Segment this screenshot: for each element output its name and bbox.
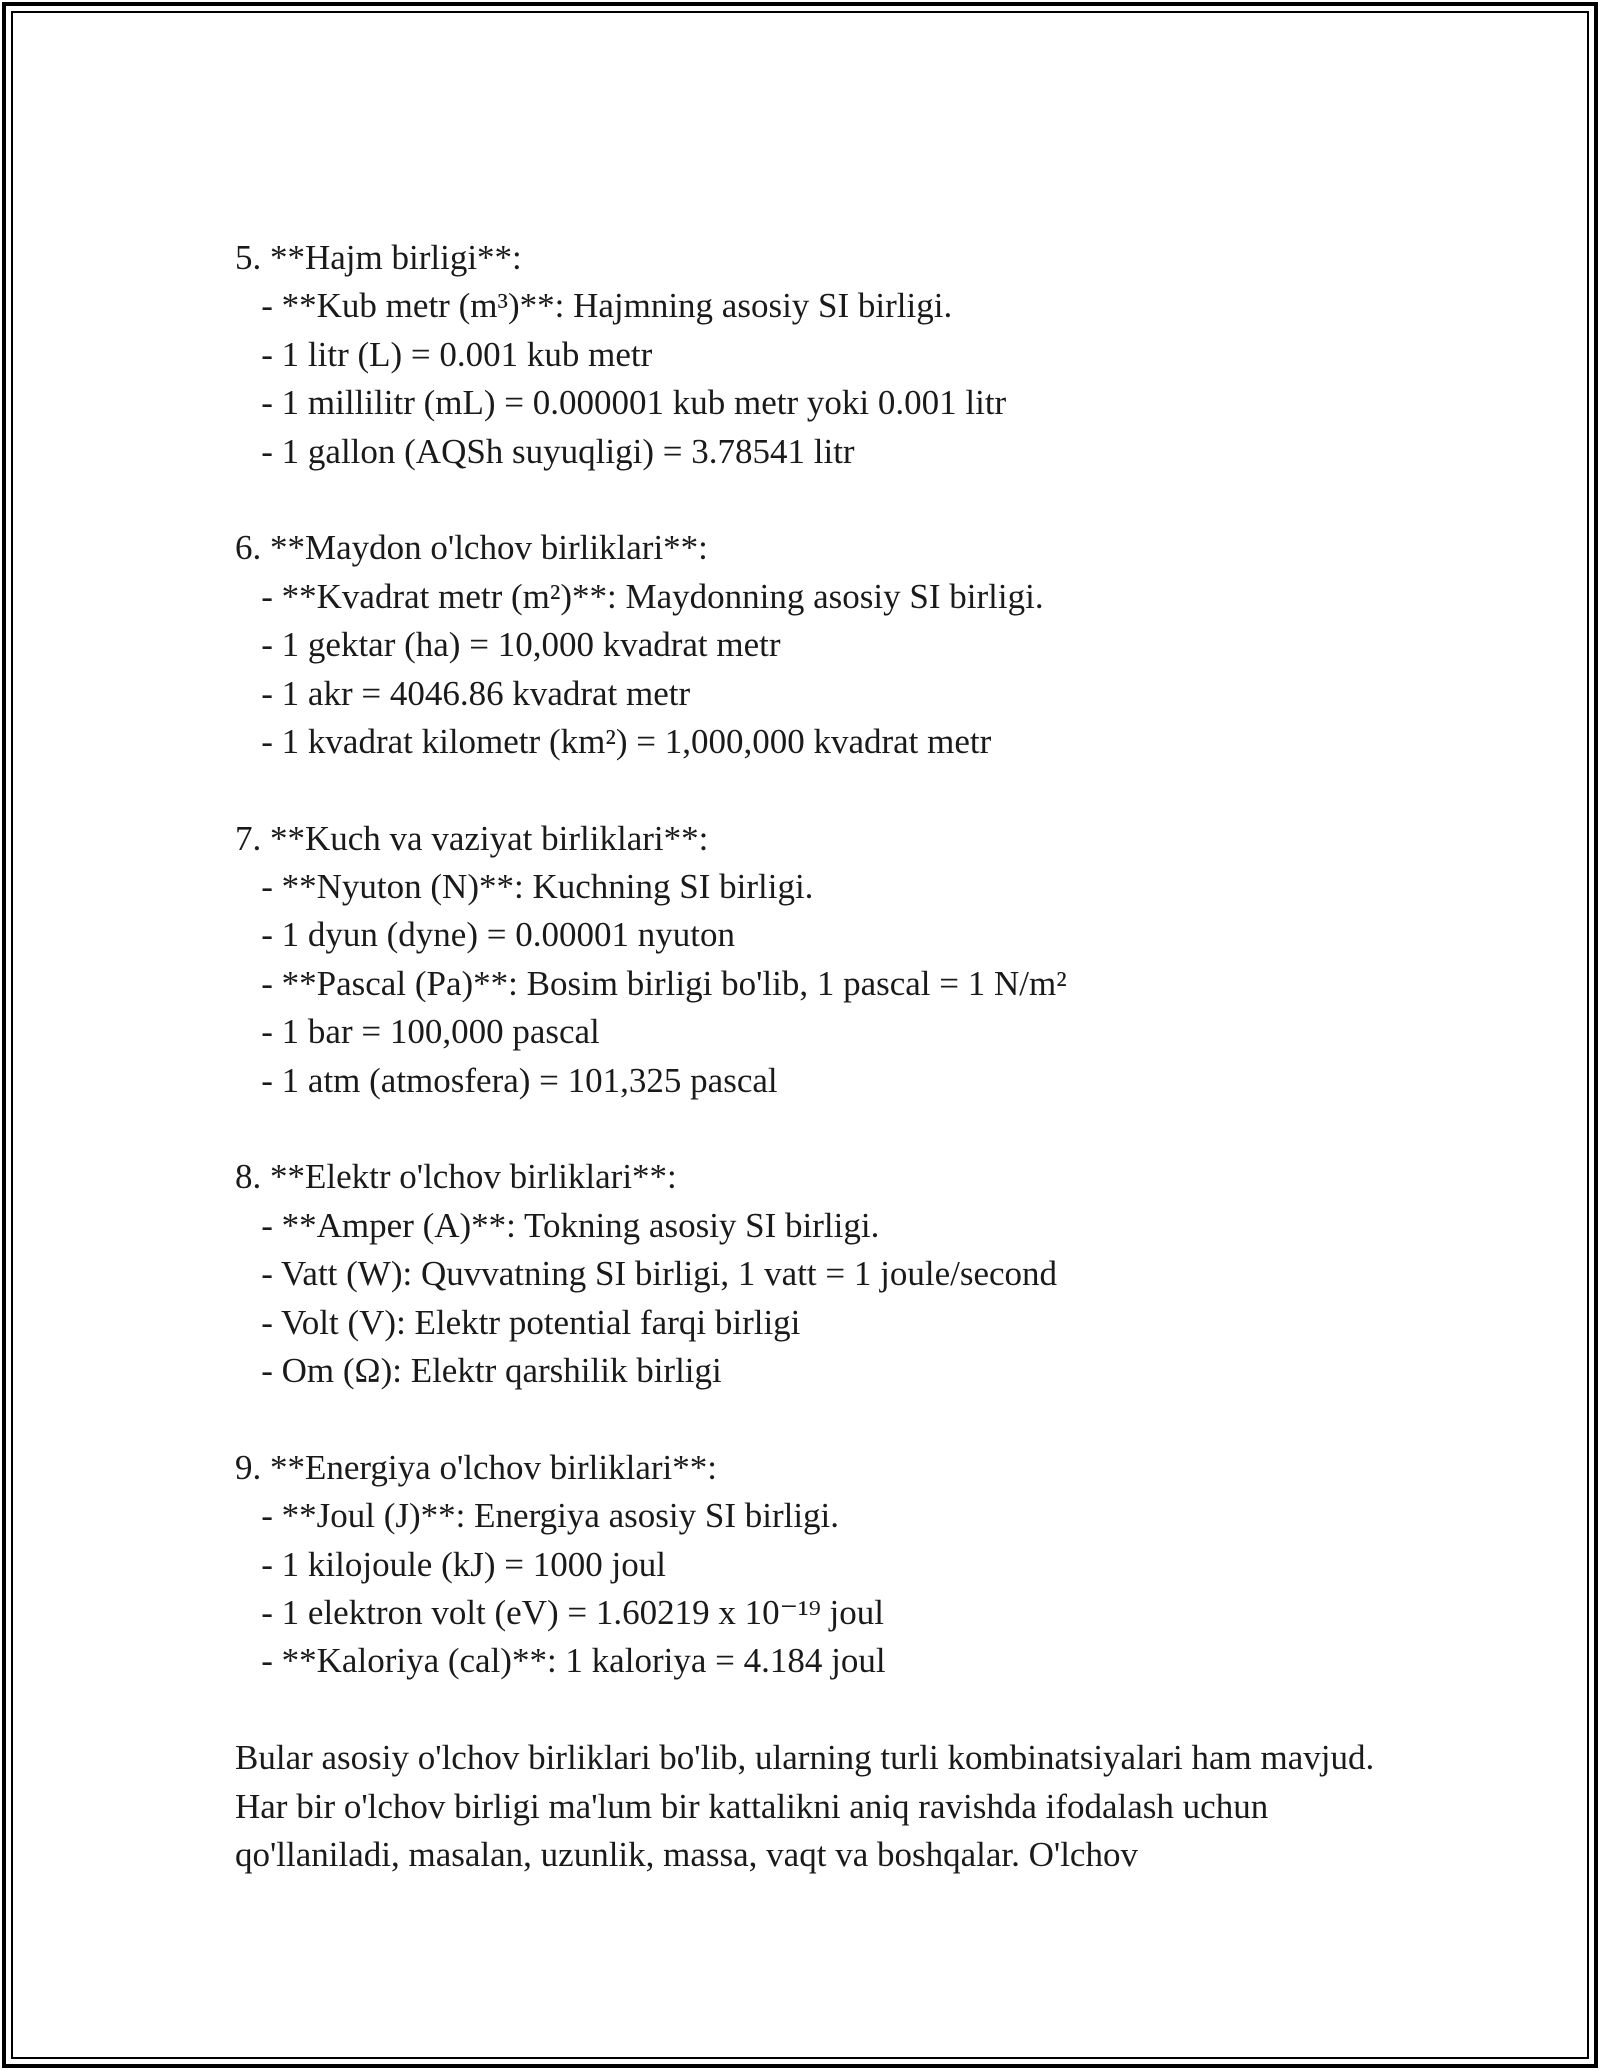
list-item: - 1 bar = 100,000 pascal — [235, 1012, 600, 1052]
list-item: - 1 gallon (AQSh suyuqligi) = 3.78541 litr — [235, 431, 855, 471]
section-area — [235, 524, 1385, 766]
list-item: - 1 litr (L) = 0.001 kub metr — [235, 334, 653, 374]
section-volume — [235, 234, 1385, 476]
list-item: - 1 akr = 4046.86 kvadrat metr — [235, 673, 691, 713]
list-item: - 1 dyun (dyne) = 0.00001 nyuton — [235, 915, 735, 955]
list-item: - 1 millilitr (mL) = 0.000001 kub metr yoki 0.001 litr — [235, 383, 1007, 423]
spacer — [235, 476, 1385, 524]
list-item: - 1 elektron volt (eV) = 1.60219 x 10⁻¹⁹ joul — [235, 1592, 885, 1632]
list-item: - **Amper (A)**: Tokning asosiy SI birligi. — [235, 1205, 880, 1245]
spacer — [235, 1395, 1385, 1443]
spacer — [235, 766, 1385, 814]
section-heading: 8. **Elektr o'lchov birliklari**: — [235, 1157, 677, 1197]
section-heading: 7. **Kuch va vaziyat birliklari**: — [235, 818, 709, 858]
list-item: - **Nyuton (N)**: Kuchning SI birligi. — [235, 867, 814, 907]
list-item: - Volt (V): Elektr potential farqi birligi — [235, 1302, 801, 1342]
list-item: - **Kvadrat metr (m²)**: Maydonning asosiy SI birligi. — [235, 576, 1044, 616]
section-force-pressure — [235, 815, 1385, 1105]
section-electric — [235, 1153, 1385, 1395]
list-item: - Vatt (W): Quvvatning SI birligi, 1 vatt = 1 joule/second — [235, 1254, 1058, 1294]
spacer — [235, 1686, 1385, 1734]
list-item: - Om (Ω): Elektr qarshilik birligi — [235, 1350, 722, 1390]
list-item: - **Kub metr (m³)**: Hajmning asosiy SI birligi. — [235, 286, 953, 326]
section-heading: 5. **Hajm birligi**: — [235, 238, 522, 277]
spacer — [235, 1105, 1385, 1153]
list-item: - 1 atm (atmosfera) = 101,325 pascal — [235, 1060, 778, 1100]
list-item: - 1 gektar (ha) = 10,000 kvadrat metr — [235, 625, 781, 665]
document-body — [235, 234, 1385, 1879]
list-item: - 1 kvadrat kilometr (km²) = 1,000,000 kvadrat metr — [235, 721, 992, 761]
section-energy — [235, 1444, 1385, 1686]
list-item: - **Pascal (Pa)**: Bosim birligi bo'lib, 1 pascal = 1 N/m² — [235, 963, 1067, 1003]
list-item: - **Joul (J)**: Energiya asosiy SI birligi. — [235, 1496, 840, 1536]
list-item: - 1 kilojoule (kJ) = 1000 joul — [235, 1544, 666, 1584]
list-item: - **Kaloriya (cal)**: 1 kaloriya = 4.184 joul — [235, 1641, 886, 1681]
closing-paragraph: Bular asosiy o'lchov birliklari bo'lib, ularning turli kombinatsiyalari ham mavjud. Har bir o'lchov birligi ma'lum bir kattalikni aniq ravishda ifodalash uchun qo'llaniladi, masalan, uzunlik, massa, vaqt va boshqalar. O'lchov — [235, 1738, 1375, 1874]
section-heading: 6. **Maydon o'lchov birliklari**: — [235, 528, 708, 568]
section-heading: 9. **Energiya o'lchov birliklari**: — [235, 1447, 717, 1487]
